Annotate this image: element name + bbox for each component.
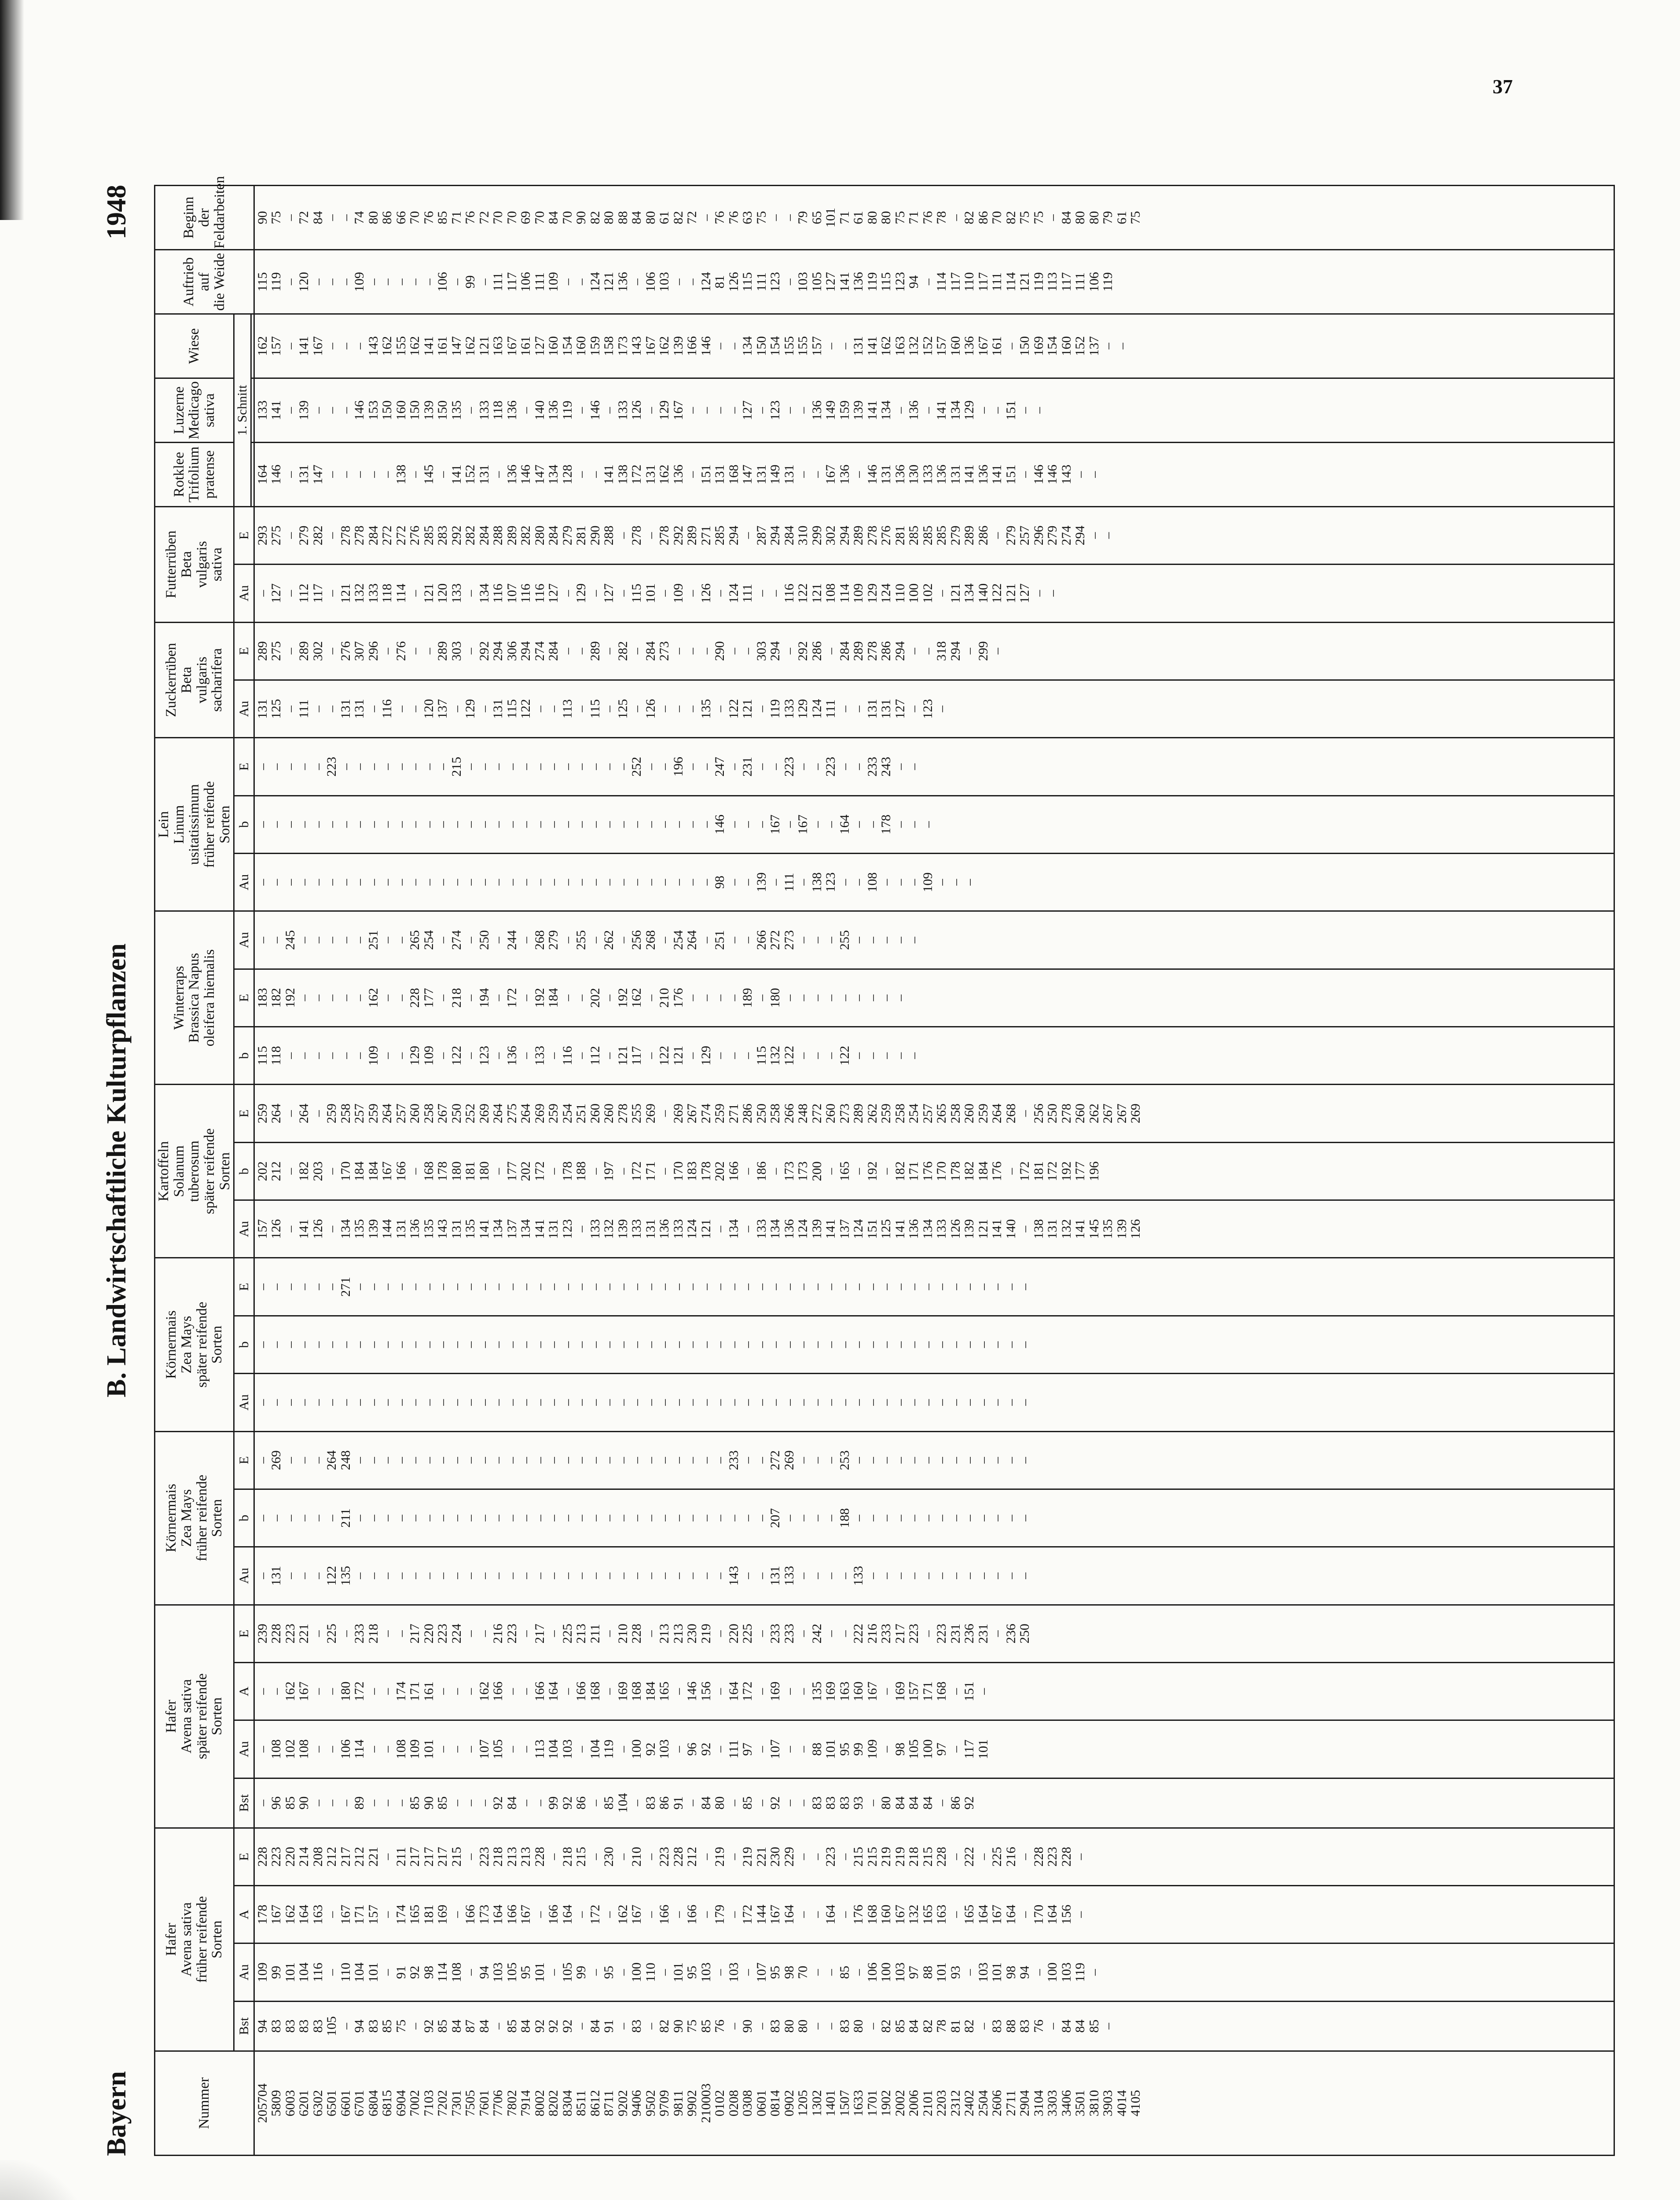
col-koernermais-spaet: Körnermais Zea Mays später reifende Sorten: [155, 1258, 234, 1431]
sub-e: E: [234, 1828, 254, 1885]
sub-b: b: [234, 1316, 254, 1373]
cell-km-frueh-e: – 269 – – – 264 248 – – – – – – – – – – – – – – – – – – – – – – – – – – – 233 – – 272 269 – – – 253 – – – – – – – – – – – – –: [254, 1431, 1614, 1489]
page-header: [88, 185, 145, 2156]
crop-observation-table: [154, 176, 1615, 2156]
col-futterrueben: Futterrüben Beta vulgaris sativa: [155, 506, 234, 622]
sub-au: Au: [234, 565, 254, 622]
sub-e: E: [234, 969, 254, 1027]
cell-lein-e: – – – – – 223 – – – – – – – – 215 – – – – – – – – – – – – 252 – – 196 – – 247 – 231 – – 223 – – 223 – – 233 243 – –: [254, 738, 1614, 796]
sub-e: E: [234, 622, 254, 680]
sub-b: b: [234, 1142, 254, 1200]
year-title: 1948: [102, 185, 132, 239]
cell-raps-e: 183 182 192 – – – – – 162 – – 228 177 – 218 – 194 – 172 – 192 184 – – 202 – 192 162 – 210 176 – – – – 189 – 180 – – – – – – – – –: [254, 969, 1614, 1027]
cell-zr-e: 289 275 – 289 302 – 276 307 296 – 276 – – 289 303 – 292 294 306 294 274 284 – – 289 – 282 – 284 273 – – – 290 – – 303 294 – 292 286 – 284 289 278 286 294 – – 318 294 – 299 –: [254, 622, 1614, 680]
cell-km-spaet-e: – – – – – – 271 – – – – – – – – – – – – – – – – – – – – – – – – – – – – – – – – – – – – – – – – – – – – – – – – –: [254, 1258, 1614, 1316]
cell-lein-b: – – – – – – – – – – – – – – – – – – – – – – – – – – – – – – – – – 146 – – – 167 – 167 – – 164 – – 178 – – –: [254, 796, 1614, 853]
sub-au: Au: [234, 1720, 254, 1778]
cell-hafer-frueh-au: 109 99 101 104 116 – 110 104 101 – 91 92 98 114 108 – 94 103 105 95 101 – 105 99 – 95 – 100 110 – 101 95 103 – 103 – 107 95 98 70 – – 85 – 106 100 103 97 88 101 93 – 103 101 98 94 – 100 103 119 –: [254, 1943, 1614, 2001]
col-hafer-frueh: Hafer Avena sativa früher reifende Sorten: [155, 1828, 234, 2051]
sub-e: E: [234, 1085, 254, 1142]
cell-hafer-frueh-a: 178 167 162 164 163 – 167 171 157 – 174 165 181 169 – 166 173 164 166 167 – 166 164 – 172 – 162 167 – 166 – 166 – 179 – 172 144 167 164 – – 164 – 176 168 160 167 132 165 163 – 165 164 167 164 – 170 164 156 –: [254, 1886, 1614, 1943]
cell-km-frueh-b: – – – – – – 211 – – – – – – – – – – – – – – – – – – – – – – – – – – – – – – 207 – – – – 188 – – – – – – – – – – – – –: [254, 1489, 1614, 1547]
cell-hafer-frueh-bst: 94 83 83 83 83 105 – 94 83 85 75 – 92 85 84 87 84 – 85 84 92 92 92 – 84 91 – 83 – 82 90 75 85 76 – 90 – 83 80 80 – – 83 80 – 82 85 84 82 78 81 82 – 83 88 83 76 – 84 84 85 –: [254, 2001, 1614, 2051]
cell-feldarbeiten: 90 75 – 72 84 – – 74 80 86 66 70 76 85 71 76 72 70 70 69 70 84 70 90 82 80 88 84 80 61 82 72 – 76 76 63 75 – – 79 65 101 71 61 80 80 75 71 76 78 – 82 86 70 82 75 75 – 84 80 80 79 61 75: [254, 186, 1614, 250]
sub-b: b: [234, 1027, 254, 1085]
col-wiese: Wiese: [155, 314, 234, 378]
sub-au: Au: [234, 911, 254, 969]
sub-bst: Bst: [234, 1778, 254, 1828]
spacer-luzerne: [251, 378, 254, 442]
cell-raps-au: – – 245 – – – – – 251 – – 265 254 – 274 – 250 – 244 – 268 279 – 255 – 262 – 256 268 – 254 264 – 251 – – 266 272 273 – – – 255 – – – – –: [254, 911, 1614, 969]
cell-hafer-spaet-au: – 108 102 108 – – 106 114 – – 108 109 101 – – – 107 105 – – 113 104 103 – 104 119 – 100 92 103 – 96 92 – 111 97 – 107 – – 88 101 95 99 109 – 98 105 100 97 – 117 101: [254, 1720, 1614, 1778]
col-zuckerrueben: Zuckerrüben Beta vulgaris sacharifera: [155, 622, 234, 738]
col-lein: Lein Linum usitatissimum früher reifende Sorten: [155, 738, 234, 911]
cell-hafer-spaet-a: – – 162 167 – – 180 172 – – 174 171 161 – – – 162 166 – – 166 164 – 166 168 – 169 168 184 165 – 146 156 – 164 172 – 169 – – 135 169 163 160 167 – 169 157 171 168 – 151 –: [254, 1662, 1614, 1720]
cell-fr-au: – 127 – 112 117 – 121 132 133 118 114 – 121 120 133 – 134 116 107 116 116 127 – 129 – 127 – 115 101 – 109 – 126 – 124 111 – – 116 122 121 108 114 109 129 124 110 100 102 – 121 134 140 122 121 127 – –: [254, 565, 1614, 622]
page-stain: [0, 2160, 97, 2200]
cell-lein-au: – – – – – – – – – – – – – – – – – – – – – – – – – – – – – – – – – 98 – – 139 – 111 – 138 123 – – 108 – – – 109 – – –: [254, 853, 1614, 911]
sub-b: b: [234, 1489, 254, 1547]
cell-fr-e: 293 275 – 279 282 – 278 278 284 272 272 276 285 283 292 282 284 288 289 282 280 284 279 281 290 288 – 278 – 278 292 289 271 285 294 – 287 294 284 310 299 302 294 289 278 276 281 285 285 285 279 289 286 – 279 257 296 279 274 294 – –: [254, 506, 1614, 564]
col-rotklee: Rotklee Trifolium pratense: [155, 442, 234, 506]
section-title: B. Landwirtschaftliche Kulturpflanzen: [102, 943, 132, 1397]
cell-hafer-spaet-bst: – 96 85 90 – – – 89 – – – 85 90 85 – – – 92 84 – – 99 92 86 – 85 104 – 83 86 91 – 84 80 – 85 – 92 – – 83 83 83 93 – 80 84 84 84 – 86 92: [254, 1778, 1614, 1828]
cell-hafer-spaet-e: 239 228 223 221 – 225 – 233 218 – – 217 220 223 224 – – 216 223 – 217 – 225 213 211 – 210 228 – 213 213 230 219 – 220 225 – 233 233 – 242 – – 222 216 233 217 223 – 223 231 236 231 – 236 250: [254, 1605, 1614, 1662]
state-title: Bayern: [102, 2071, 132, 2156]
col-feldarbeiten: Beginn der Feldarbeiten: [155, 186, 254, 250]
rotated-table-page: [88, 176, 1628, 2156]
table-sub-header: [234, 186, 251, 2156]
cell-kart-au: 157 126 – 141 126 – 134 135 139 144 131 136 135 143 131 135 141 134 137 134 141 131 123 – 133 132 139 133 131 136 133 124 121 – 134 – 133 134 136 124 139 141 137 124 151 125 141 136 134 133 126 139 121 141 140 – 138 131 132 141 145 135 139 126: [254, 1200, 1614, 1258]
col-luzerne: Luzerne Medicago sativa: [155, 378, 234, 442]
sub-e: E: [234, 738, 254, 796]
sub-a: A: [234, 1886, 254, 1943]
sub-e: E: [234, 506, 254, 564]
spacer-wiese: [251, 314, 254, 378]
cell-weide: 115 119 – 120 – – – 109 – – – – – 106 – 99 – 111 117 106 111 109 – – 124 121 136 – 106 103 – – 124 81 126 115 111 123 – 103 105 127 141 136 119 115 123 94 – 114 117 110 117 111 114 121 119 113 117 111 106 119: [254, 250, 1614, 314]
page-number: 37: [1493, 75, 1513, 98]
col-winterraps: Winterraps Brassica Napus oleifera hiemalis: [155, 911, 234, 1085]
sub-e: E: [234, 1431, 254, 1489]
cell-nummer: 205704 5809 6003 6201 6302 6501 6601 6701 6804 6815 6904 7002 7103 7202 7301 7505 7601 7706 7802 7914 8002 8202 8304 8511 8612 8711 9202 9406 9502 9709 9811 9902 210003 0102 0208 0308 0601 0814 0902 1205 1302 1401 1507 1633 1701 1902 2002 2006 2101 2203 2312 2402 2504 2606 2711 2904 3104 3303 3406 3501 3810 3903 4014 4105: [254, 2051, 1614, 2155]
sub-e: E: [234, 1605, 254, 1662]
cell-luzerne: 133 141 – 139 – – – 146 153 150 160 150 139 150 135 – 133 118 136 – 140 136 119 – 146 – 133 126 – 129 167 – – – – 127 – 123 – – 136 149 159 139 141 134 – 136 – 141 134 129 – – 151 – –: [254, 378, 1614, 442]
col-weide: Auftrieb auf die Weide: [155, 250, 254, 314]
col-nummer: Nummer: [155, 2051, 254, 2155]
sub-au: Au: [234, 1547, 254, 1605]
sub-au: Au: [234, 1200, 254, 1258]
cell-raps-b: 115 118 – – – – – – 109 – – 129 109 – 122 – 123 – 136 – 133 – 116 – 112 – 121 117 – 122 121 – 129 – – – 115 132 122 – – – 122 – – – – –: [254, 1027, 1614, 1085]
sub-au: Au: [234, 1374, 254, 1431]
cell-km-spaet-b: – – – – – – – – – – – – – – – – – – – – – – – – – – – – – – – – – – – – – – – – – – – – – – – – – – – – – – – –: [254, 1316, 1614, 1373]
col-kartoffeln: Kartoffeln Solanum tuberosum später reifende Sorten: [155, 1085, 234, 1258]
sub-au: Au: [234, 853, 254, 911]
cell-km-spaet-au: – – – – – – – – – – – – – – – – – – – – – – – – – – – – – – – – – – – – – – – – – – – – – – – – – – – – – – – –: [254, 1374, 1614, 1431]
cell-zr-au: 131 125 – 111 – – 131 131 – 116 – – 120 137 – 129 – 131 115 122 – – 113 – 115 – 125 – 126 – – – 135 – 122 121 – 119 133 129 124 111 – – 131 131 127 – 123 –: [254, 680, 1614, 737]
cell-rotklee: 164 146 – 131 147 – – – – – 138 – 145 – 141 152 131 – 136 146 147 134 128 – – 141 138 172 131 162 136 – 151 131 168 147 131 149 131 – – 167 136 – 146 131 136 130 133 136 131 141 136 141 151 – 146 146 143 – –: [254, 442, 1614, 506]
col-hafer-spaet: Hafer Avena sativa später reifende Sorten: [155, 1605, 234, 1828]
table-row: [254, 186, 1614, 2156]
spacer-rotklee: [251, 442, 254, 506]
cell-kart-e: 259 264 – 264 – 259 258 257 259 264 257 260 258 267 250 252 269 264 275 264 269 259 254 251 260 260 278 255 269 – 269 267 274 259 271 286 250 258 266 248 272 260 273 289 262 259 258 254 257 265 258 260 259 264 268 – 256 250 278 260 262 267 267 269: [254, 1085, 1614, 1142]
cell-wiese: 162 157 – 141 167 – – – 143 162 155 162 141 161 147 162 121 163 167 161 127 160 154 160 159 158 173 143 167 162 139 166 146 – – 134 150 154 155 155 157 – – 131 141 162 163 132 152 157 160 136 167 161 – 150 169 154 160 152 137 – –: [254, 314, 1614, 378]
sub-a: A: [234, 1662, 254, 1720]
sub-schnitt: 1. Schnitt: [234, 314, 251, 507]
col-koernermais-frueh: Körnermais Zea Mays früher reifende Sorten: [155, 1431, 234, 1605]
sub-b: b: [234, 796, 254, 853]
table-group-header: [155, 186, 234, 2156]
sub-e: E: [234, 1258, 254, 1316]
sub-au: Au: [234, 1943, 254, 2001]
sub-bst: Bst: [234, 2001, 254, 2051]
cell-hafer-frueh-e: 228 223 220 214 208 212 217 212 221 – 211 217 217 217 215 – 223 218 213 213 228 – 218 215 – 230 – 210 – 223 228 212 – 219 – 219 221 230 229 – – 223 – 215 215 219 219 218 215 228 – 222 – 225 216 – 228 223 228 –: [254, 1828, 1614, 1885]
cell-kart-b: 202 212 – 182 203 – 170 184 184 167 166 – 168 178 180 181 180 – 177 202 172 – 178 188 – 197 – 172 171 – 170 183 178 202 166 – 186 – 173 173 200 – 165 – 192 – 182 171 176 170 178 182 184 176 – 172 181 172 192 177 196: [254, 1142, 1614, 1200]
cell-km-frueh-au: – 131 – – – 122 135 – – – – – – – – – – – – – – – – – – – – – – – – – – – 143 – – 131 133 – – – – 133 – – – – – – – – – – – –: [254, 1547, 1614, 1605]
binding-shadow: [0, 0, 24, 220]
sub-au: Au: [234, 680, 254, 737]
